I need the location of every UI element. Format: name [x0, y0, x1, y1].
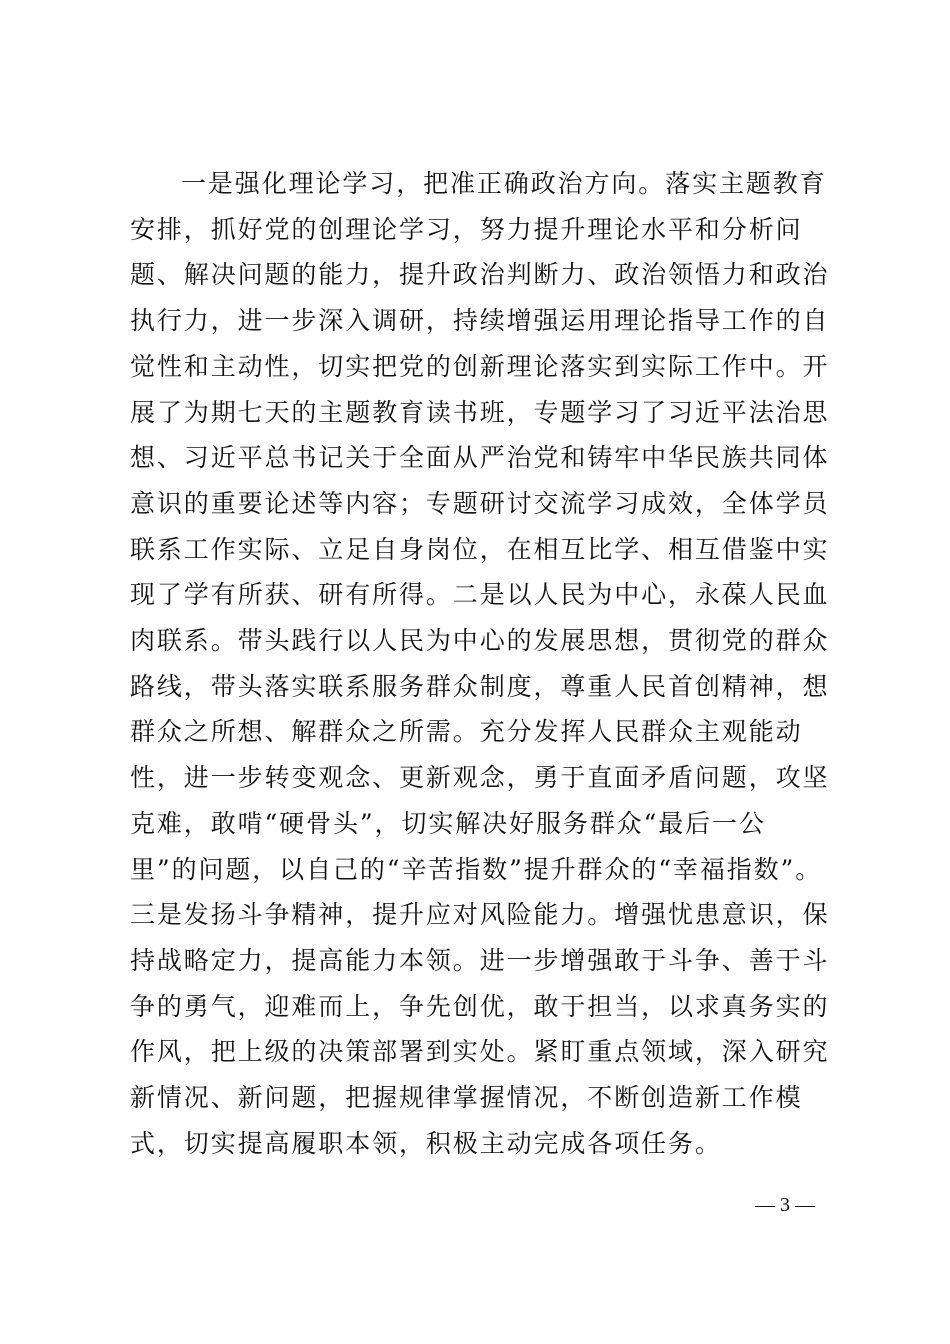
page-number: — 3 — — [755, 1194, 815, 1216]
body-paragraph: 一是强化理论学习，把准正确政治方向。落实主题教育安排，抓好党的创理论学习，努力提升理论水平和分析问题、解决问题的能力，提升政治判断力、政治领悟力和政治执行力，进一步深入调研，持续增强运用理论指导工作的自觉性和主动性，切实把党的创新理论落实到实际工作中。开展了为期七天的主题教育读书班，专题学习了习近平法治思想、习近平总书记关于全面从严治党和铸牢中华民族共同体意识的重要论述等内容；专题研讨交流学习成效，全体学员联系工作实际、立足自身岗位，在相互比学、相互借鉴中实现了学有所获、研有所得。二是以人民为中心，永葆人民血肉联系。带头践行以人民为中心的发展思想，贯彻党的群众路线，带头落实联系服务群众制度，尊重人民首创精神，想群众之所想、解群众之所需。充分发挥人民群众主观能动性，进一步转变观念、更新观念，勇于直面矛盾问题，攻坚克难，敢啃“硬骨头”，切实解决好服务群众“最后一公里”的问题，以自己的“辛苦指数”提升群众的“幸福指数”。三是发扬斗争精神，提升应对风险能力。增强忧患意识，保持战略定力，提高能力本领。进一步增强敢于斗争、善于斗争的勇气，迎难而上，争先创优，敢于担当，以求真务实的作风，把上级的决策部署到实处。紧盯重点领域，深入研究新情况、新问题，把握规律掌握情况，不断创造新工作模式，切实提高履职本领，积极主动完成各项任务。 — [130, 169, 830, 1158]
